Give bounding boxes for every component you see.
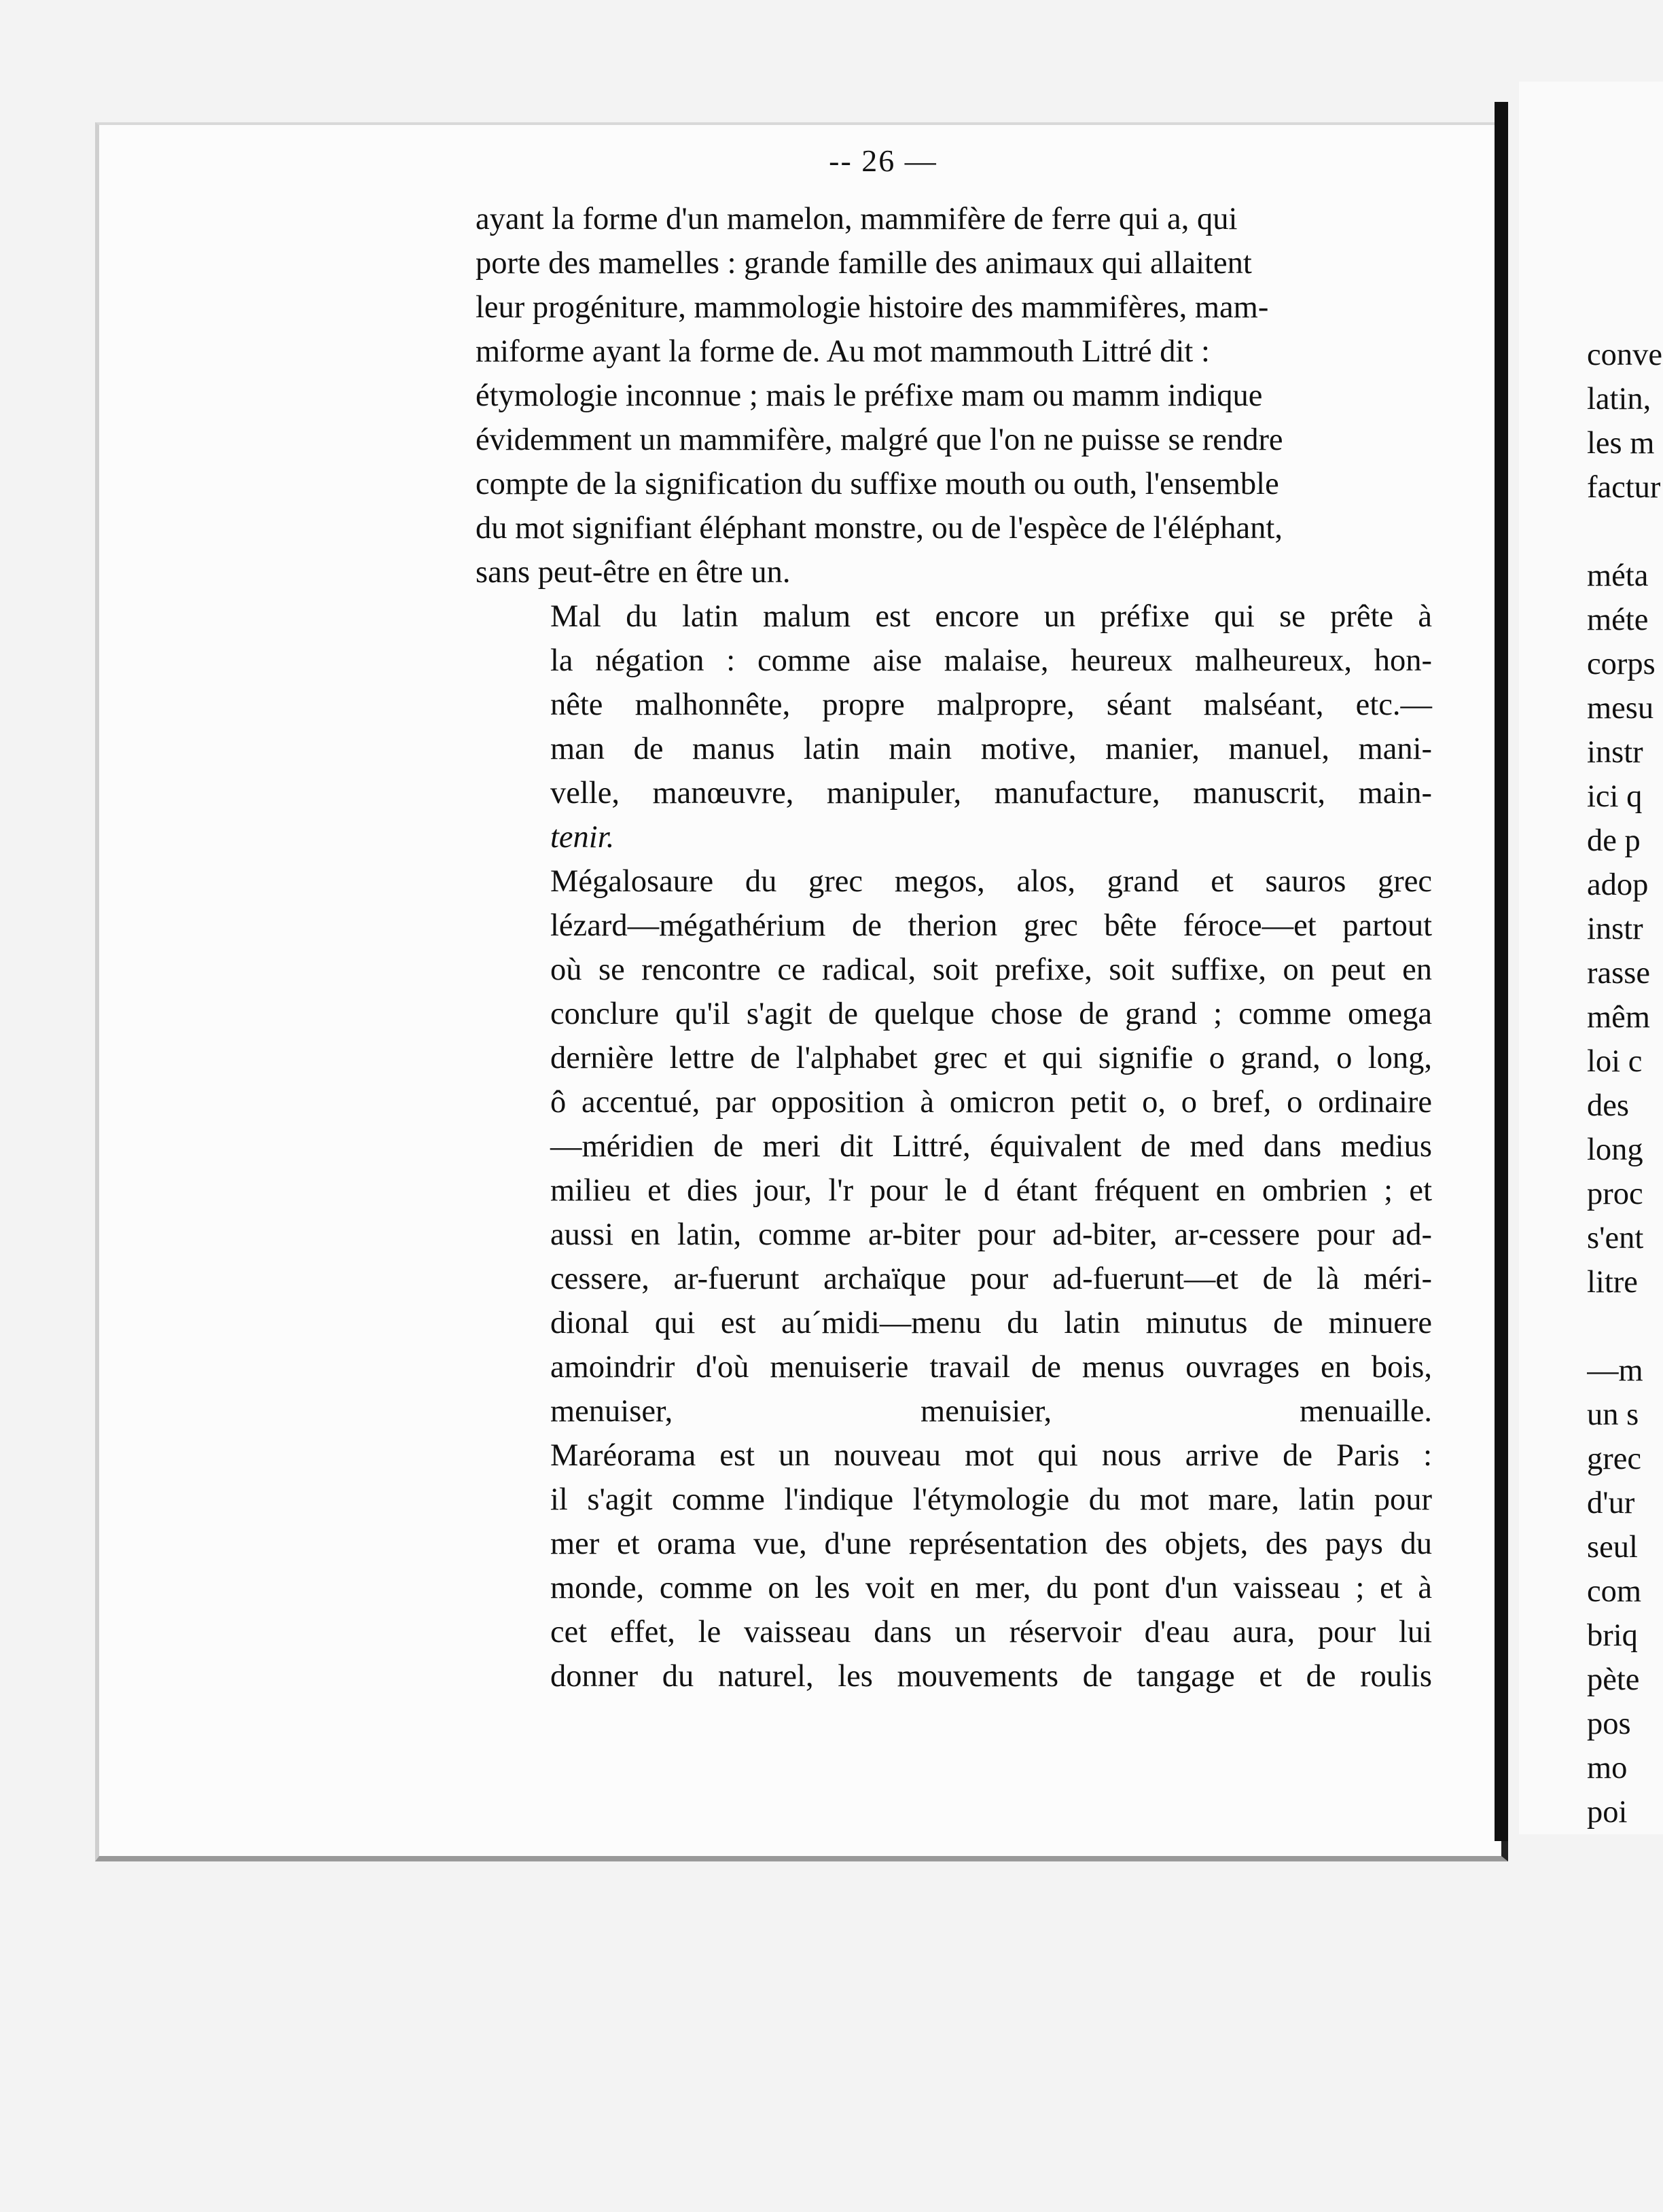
adjacent-text-line: adop — [1587, 868, 1649, 902]
paragraph-megalosaure — [476, 859, 1432, 1433]
text-line: Mal du latin malum est encore un préfixe qui se prête à — [550, 599, 1432, 634]
adjacent-text-line: de p — [1587, 823, 1641, 858]
adjacent-text-line: rasse — [1587, 956, 1650, 991]
text-line: menuiser, menuisier, menuaille. — [550, 1394, 1432, 1429]
adjacent-text-line: loi c — [1587, 1044, 1643, 1079]
adjacent-text-line: les m — [1587, 426, 1655, 461]
text-line: sans peut-être en être un. — [476, 555, 791, 590]
text-line: nête malhonnête, propre malpropre, séant malséant, etc.— — [550, 688, 1432, 722]
text-line: conclure qu'il s'agit de quelque chose de grand ; comme omega — [550, 997, 1432, 1031]
adjacent-text-line: com — [1587, 1574, 1642, 1609]
page-gutter — [1495, 102, 1508, 1841]
text-line: évidemment un mammifère, malgré que l'on ne puisse se rendre — [476, 423, 1283, 457]
adjacent-text-line: litre — [1587, 1265, 1638, 1300]
text-line: mer et orama vue, d'une représentation des objets, des pays du — [550, 1527, 1432, 1561]
text-line: ayant la forme d'un mamelon, mammifère de ferre qui a, qui — [476, 202, 1238, 236]
adjacent-text-line: corps — [1587, 647, 1656, 681]
adjacent-text-line: d'ur — [1587, 1486, 1635, 1520]
text-line: tenir. — [550, 820, 615, 855]
adjacent-text-line: mêm — [1587, 1000, 1650, 1035]
adjacent-text-line — [1587, 510, 1663, 554]
page-number: -- 26 — — [829, 143, 937, 178]
text-line: amoindrir d'où menuiserie travail de menus ouvrages en bois, — [550, 1350, 1432, 1385]
text-line: cet effet, le vaisseau dans un réservoir d'eau aura, pour lui — [550, 1615, 1432, 1649]
adjacent-text-line: mo — [1587, 1751, 1628, 1785]
text-line: man de manus latin main motive, manier, manuel, mani- — [550, 732, 1432, 766]
adjacent-text-line — [1587, 1304, 1663, 1349]
adjacent-text-line: mesu — [1587, 691, 1654, 726]
text-line: leur progéniture, mammologie histoire des mammifères, mam- — [476, 290, 1269, 325]
text-line: ô accentué, par opposition à omicron petit o, o bref, o ordinaire — [550, 1085, 1432, 1120]
text-line: —méridien de meri dit Littré, équivalent de med dans medius — [550, 1129, 1432, 1164]
adjacent-text-line: factur — [1587, 470, 1661, 505]
adjacent-text-line: instr — [1587, 735, 1643, 770]
text-line: velle, manœuvre, manipuler, manufacture, manuscrit, main- — [550, 776, 1432, 810]
adjacent-text-line: méta — [1587, 558, 1649, 593]
adjacent-text-line: pos — [1587, 1707, 1631, 1741]
text-line: dernière lettre de l'alphabet grec et qui signifie o grand, o long, — [550, 1041, 1432, 1075]
adjacent-text-line: long — [1587, 1132, 1643, 1167]
adjacent-text-line: instr — [1587, 912, 1643, 946]
paragraph-mammifere — [476, 197, 1432, 594]
text-line: miforme ayant la forme de. Au mot mammouth Littré dit : — [476, 334, 1210, 369]
adjacent-text-line: s'ent — [1587, 1221, 1644, 1255]
adjacent-text-line: méte — [1587, 603, 1649, 637]
text-line: monde, comme on les voit en mer, du pont d'un vaisseau ; et à — [550, 1571, 1432, 1605]
adjacent-text-line: briq — [1587, 1618, 1638, 1653]
paragraph-mal — [476, 594, 1432, 859]
adjacent-text-line: latin, — [1587, 382, 1651, 416]
adjacent-text-line: ici q — [1587, 779, 1643, 814]
page-text — [476, 197, 1432, 1698]
text-line: lézard—mégathérium de therion grec bête féroce—et partout — [550, 908, 1432, 943]
adjacent-text-line: des — [1587, 1088, 1629, 1123]
adjacent-page-text — [1587, 333, 1663, 1834]
adjacent-text-line: un s — [1587, 1397, 1639, 1432]
text-line: Mégalosaure du grec megos, alos, grand et sauros grec — [550, 864, 1432, 899]
text-line: porte des mamelles : grande famille des animaux qui allaitent — [476, 246, 1252, 281]
text-line: étymologie inconnue ; mais le préfixe mam ou mamm indique — [476, 378, 1263, 413]
adjacent-text-line: grec — [1587, 1442, 1642, 1476]
text-line: il s'agit comme l'indique l'étymologie du mot mare, latin pour — [550, 1482, 1432, 1517]
text-line: aussi en latin, comme ar-biter pour ad-biter, ar-cessere pour ad- — [550, 1217, 1432, 1252]
text-line: milieu et dies jour, l'r pour le d étant fréquent en ombrien ; et — [550, 1173, 1432, 1208]
text-line: du mot signifiant éléphant monstre, ou de l'espèce de l'éléphant, — [476, 511, 1283, 546]
adjacent-text-line: conve — [1587, 338, 1663, 372]
adjacent-text-line: seul — [1587, 1530, 1638, 1565]
adjacent-text-line: —m — [1587, 1353, 1643, 1388]
adjacent-text-line: proc — [1587, 1177, 1643, 1211]
adjacent-text-line: poi — [1587, 1795, 1628, 1830]
text-line: où se rencontre ce radical, soit prefixe, soit suffixe, on peut en — [550, 952, 1432, 987]
text-line: Maréorama est un nouveau mot qui nous arrive de Paris : — [550, 1438, 1432, 1473]
text-line: cessere, ar-fuerunt archaïque pour ad-fuerunt—et de là méri- — [550, 1262, 1432, 1296]
text-line: compte de la signification du suffixe mouth ou outh, l'ensemble — [476, 467, 1279, 501]
adjacent-text-line: pète — [1587, 1662, 1640, 1697]
paragraph-mareorama — [476, 1433, 1432, 1698]
text-line: dional qui est au´midi—menu du latin minutus de minuere — [550, 1306, 1432, 1340]
text-line: la négation : comme aise malaise, heureux malheureux, hon- — [550, 643, 1432, 678]
text-line: donner du naturel, les mouvements de tangage et de roulis — [550, 1659, 1432, 1694]
